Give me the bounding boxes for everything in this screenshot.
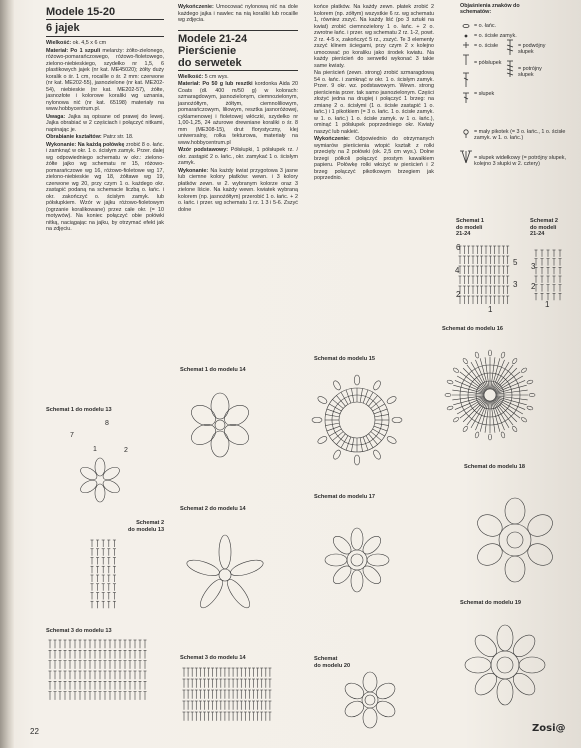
m16-chain	[512, 358, 518, 365]
m15-ring	[332, 395, 382, 445]
num-13-top: 8	[105, 420, 109, 427]
model-title-21-24: Modele 21-24	[178, 32, 248, 45]
model-subtitle-15-20: 6 jajek	[46, 22, 80, 34]
label-schemat-2-b: do modelu 13	[128, 526, 165, 533]
col2-para-label-0: Wykończenie:	[178, 4, 214, 10]
m16-stitch	[494, 399, 517, 422]
m16-stitch	[494, 368, 517, 391]
col2-para-label-1: Materiał: Po 50 g lub resztki	[178, 81, 253, 87]
m14a-petal	[188, 401, 220, 430]
legend-double-crochet: = słupek	[474, 91, 495, 97]
label-schemat-3-model-14: Schemat 3 do modelu 14	[180, 655, 246, 661]
num-s2-2: 2	[531, 282, 536, 291]
m16-chain	[527, 380, 534, 385]
m15-chain	[317, 395, 328, 405]
num-s1-1: 1	[488, 305, 493, 314]
m18-petal	[505, 556, 525, 582]
col2-para-text-0: Umocować nylonową nić na dole każdego jajka i nawlec na nią koraliki lub rocaille wg zdjęcia.	[178, 4, 298, 23]
page-number: 22	[30, 727, 39, 736]
m16-chain	[527, 405, 534, 410]
model-subtitle-21-24-a: Pierścienie	[178, 44, 237, 57]
m16-chain	[462, 358, 468, 365]
col2-para-label-0: Wielkość:	[178, 73, 204, 80]
col1-para-label-2: Uwaga:	[46, 113, 66, 120]
m20-petal	[363, 672, 377, 692]
label-s1-c: 21-24	[456, 231, 471, 237]
num-s1-4: 4	[455, 266, 460, 275]
m14b-petal	[229, 557, 265, 579]
m16-chain	[447, 380, 454, 385]
m14b-petal	[197, 576, 227, 611]
col1-para-text-1: melanży: żółto-zielonego, różowo-pomarańczowego, różowo-fioletowego, zielono-niebieskiego, szydełko nr 1,5, 6 plastikowych jajek (nr kat. ME45020); żółty duży koralik o śr. 1 cm, rocaille o śr. 2 mm: czerwone (nr kat. ME202-55), jasnozielone (nr kat. ME202-54), niebieskie (nr kat. ME202-57), żółte, jasnozłote i kolorowe koraliki wg uznania, nylonowa nić (nr kat. 65198) materiały na www.hobbycentrum.pl.	[46, 47, 165, 112]
label-s2-a: Schemat 2	[530, 218, 558, 224]
col2-para-label-3: Wykonanie:	[178, 167, 209, 174]
model-title-15-20: Modele 15-20	[46, 6, 116, 18]
col1-para-label-1: Materiał: Po 1 szpuli	[46, 47, 101, 54]
m13a-petal	[78, 478, 99, 496]
m16-chain	[488, 350, 491, 356]
m17-petal	[367, 554, 389, 566]
label-s2-c: 21-24	[530, 231, 545, 237]
m15-chain	[332, 380, 342, 391]
m15-chain	[386, 395, 397, 405]
m19-petal	[497, 679, 513, 705]
col2-para-text-2: Półsłupki, 1 półsłupek rz. / okr. zastąpić 2 o. łańc., okr. zamykać 1 o. ścisłym zamyk.	[178, 147, 298, 166]
col3-para-text-1: Na pierścień (zewn. strong) zrobić szmaragdową 54 o. łańc. i zamknąć w okr. 1 o. ścisłym zamyk. Przer. 9 okr. wz. podstawowym. Wewn. strong pierścienia przer. tak samo jasnozielonym. Części złożyć jedna na drugiej i połączyć 1 brzeg: na zmianę 2 o. ścisłymi (1 o. ścisłe zastąpić 1 o. łańc.) i 1 pikotkiem (= 3 o. łańc. 1 o. ścisłe zamyk. w 1. o. łańc.) 1 o. ścisłe zamyk. w 1 o. łańc.), ominąć 1 półsłupek poprzedniego okr. Kwiaty naszyć lub nakleić.	[314, 70, 434, 135]
col1-para-text-0: ok. 4,5 x 6 cm	[71, 40, 107, 46]
m16-chain	[447, 405, 454, 410]
legend-title: Objaśnienia znaków do schematów:	[460, 3, 520, 16]
m15-chain	[392, 417, 402, 423]
label-schemat-1-model-14: Schemat 1 do modelu 14	[180, 367, 246, 373]
col2-para-label-2: Wzór podstawowy:	[178, 147, 229, 153]
m15-stitch	[346, 437, 351, 450]
m18-petal	[474, 539, 507, 569]
label-schemat-model-17: Schemat do modelu 17	[314, 494, 375, 500]
m16-ring	[484, 389, 496, 401]
m15-stitch	[363, 437, 368, 450]
m20-ring	[365, 695, 375, 705]
m15-chain	[386, 435, 397, 445]
m14a-petal	[211, 431, 229, 457]
m17-ring	[351, 554, 363, 566]
m15-ring	[339, 402, 375, 438]
legend-half-double: = półsłupek	[474, 60, 502, 66]
num-13-7: 7	[70, 432, 74, 439]
m16-chain	[475, 432, 480, 439]
m16-chain	[500, 352, 505, 359]
num-13-1: 1	[93, 446, 97, 453]
m15-chain	[332, 449, 342, 460]
m15-stitch	[374, 426, 387, 431]
m18-petal	[524, 510, 557, 540]
m19-ring	[497, 657, 513, 673]
legend-slip-stitch: = o. ścisłe zamyk.	[474, 33, 517, 39]
m15-chain	[317, 435, 328, 445]
m16-stitch	[463, 368, 486, 391]
m15-stitch	[363, 390, 368, 403]
m14a-petal	[211, 393, 229, 419]
m15-chain	[354, 375, 360, 385]
m14b-petal	[224, 576, 254, 611]
m16-chain	[488, 434, 491, 440]
m15-chain	[312, 417, 322, 423]
m20-petal	[363, 708, 377, 728]
model-subtitle-21-24-b: do serwetek	[178, 56, 242, 69]
m15-stitch	[346, 390, 351, 403]
label-schemat-2-model-14: Schemat 2 do modelu 14	[180, 506, 246, 512]
col1-para-text-3: Patrz str. 18.	[101, 134, 134, 140]
m18-petal	[474, 510, 507, 540]
m15-chain	[372, 449, 382, 460]
m19-ring	[491, 651, 519, 679]
m15-chain	[372, 380, 382, 391]
m17-petal	[330, 563, 354, 587]
label-schemat-model-15: Schemat do modelu 15	[314, 356, 375, 362]
m15-chain	[354, 455, 360, 465]
num-s1-6: 6	[456, 243, 461, 252]
m16-chain	[521, 367, 528, 373]
m19-petal	[519, 657, 545, 673]
m18-petal	[524, 539, 557, 569]
label-schemat-20-b: do modelu 20	[314, 662, 351, 669]
m14a-petal	[188, 420, 220, 449]
num-s2-1: 1	[545, 300, 550, 309]
legend-single-crochet: = o. ścisłe	[474, 43, 499, 49]
col3-para-label-2: Wykończenie:	[314, 136, 350, 142]
m18-petal	[505, 498, 525, 524]
m14b-ring	[219, 569, 231, 581]
m18-ring	[499, 524, 531, 556]
m17-petal	[325, 554, 347, 566]
m16-chain	[445, 393, 451, 396]
label-s2-b: do modeli	[530, 224, 557, 231]
col3-para-text-2: Odpowiednio do otrzymanych wymiarów pierścienia wtopić kształt z rolki przecięty na 2 połówki (ok. 2,5 cm wys.). Dolne brzegi półkoli połączyć prostym kawałkiem papieru. Połówkę rolki włożyć w pierścień i 2 brzeg połączyć pikotkowym brzegiem jak poprzednio.	[314, 136, 434, 181]
num-s2-3: 3	[531, 262, 536, 271]
label-s1-a: Schemat 1	[456, 218, 484, 224]
m16-stitch	[463, 399, 486, 422]
legend-picot: = mały pikotek (= 3 o. łańc., 1 o. ścisłe zamyk. w 1. o. łańc.)	[474, 129, 566, 142]
num-s1-3: 3	[513, 280, 518, 289]
m14a-petal	[221, 420, 253, 449]
m17-petal	[330, 533, 354, 557]
m19-petal	[471, 669, 501, 699]
m18-ring	[507, 532, 523, 548]
m13a-petal	[101, 478, 122, 496]
num-13-2: 2	[124, 447, 128, 454]
col2-para-text-1: kordonka Aida 20 Coats (dł. 400 m/50 g) w kolorach: szmaragdowym, jasnozielonym, ciemnozielonym, jasnożółtym, żółtym, ciemnoliliowym, pomarańczowym, liliowym, resztka jasnoróżowej, cyklamenowej i fioletowej włóczki, szydełko nr 1,00-1,25, 24 ażurowe drewniane koraliki o śr. 8 mm (ME308-15), drut florystyczny, klej uniwersalny, rolka tekturowa, materiały na www.hobbycentrum.pl	[178, 81, 299, 146]
m20-ring	[362, 692, 378, 708]
m14b-petal	[219, 535, 231, 569]
label-schemat-model-18: Schemat do modelu 18	[464, 464, 525, 470]
m17-petal	[360, 563, 384, 587]
m15-stitch	[374, 409, 387, 414]
col1-para-text-4: zrobić 8 o. łańc. i zamknąć w okr. 1 o. ścisłym zamyk. Przer. dalej wg odpowiedniego schematu w okr.: zielono-żółte jajko wg schematu nr 15, różowo-pomarańczowe wg 16, różowo-fioletowe wg 17, zielono-niebieskie wg 18, żółtawe wg 19, czerwone wg 20, przy czym 1 o. każdego okr. zastąpić podaną na schemacie liczbą o. łańc. i okr. zakończyć o. ścisłym zamyk. lub półsłupkiem. Wzór w jajku różowo-fioletowym (ogrzanie koralikowane) przez całe okr. (= 10 motywów). Na koniec połączyć obie połówki nitką, naciągając na jajku, by otrzymać efekt jak na zdjęciu.	[46, 141, 164, 232]
col1-para-label-0: Wielkość:	[46, 40, 72, 46]
m13a-petal	[101, 465, 122, 483]
m13a-petal	[78, 465, 99, 483]
col3-para-text-0: końce płatków. Na każdy zewn. płatek zrobić 2 kolorem (np. zółtym) wszystkie 6 rz. wg schematu 1, równiez zszyć. Na każdy liść (po 3 sztuki na kwiat) zrobić ciemnozielony 1 o. łańc. + 2 o. zwrotne łańc. i przer. wg schematu 2 rz. 1-2, powt. 2 rz. 4-5 x, zakończyć 5 rz., zszyć. Te 3 elementy zszyć klinem ściegami, przy czym 2 x kolejno umocować po koraliku jako środek kwiatu. Na każdy pierścień do serwetki wykonać 3 takie same kwiaty.	[314, 4, 434, 69]
label-schemat-3-model-13: Schemat 3 do modelu 13	[46, 628, 112, 634]
m17-petal	[351, 528, 363, 550]
m14a-petal	[221, 401, 253, 430]
legend-triple-treble: = potrójny słupek	[518, 66, 542, 79]
col2-para-text-3: Na każdy kwiat przygotowa 3 jasne lub ciemne kolory płatków: wewn. i 3 kolory płatków zewn. w 2. wybranym kolorze oraz 3 zielone liście. Na każdy wewn. kwiatek wybraną kolorem (np. jasnożółtym) przerobić 1 o. łańc. + 2 o. łańc. i przer. wg schematu 1 rz. 1 3 i 5-6. Zszyć dolne	[178, 167, 298, 213]
m14a-ring	[215, 420, 225, 430]
m16-chain	[453, 417, 460, 423]
m16-chain	[521, 417, 528, 423]
m15-stitch	[327, 426, 340, 431]
m13a-petal	[95, 458, 105, 476]
label-schemat-20-a: Schemat	[314, 656, 338, 662]
col1-para-label-4: Wykonanie: Na każdą połówkę	[46, 141, 125, 148]
label-schemat-2-a: Schemat 2	[136, 520, 165, 526]
m16-chain	[475, 352, 480, 359]
m16-chain	[453, 367, 460, 373]
m19-petal	[509, 669, 539, 699]
legend-double-treble: = podwójny słupek	[518, 43, 546, 56]
label-schemat-model-16: Schemat do modelu 16	[442, 326, 503, 332]
m16-chain	[512, 426, 518, 433]
legend-fork-stitch: = słupek widełkowy (= potrójny słupek, kolejno 3 słupki w 2. cztery)	[474, 155, 566, 168]
m15-stitch	[327, 409, 340, 414]
col2-para-text-0: 5 cm wys.	[203, 73, 229, 80]
m19-petal	[471, 631, 501, 661]
m19-petal	[465, 657, 491, 673]
m19-petal	[497, 625, 513, 651]
m19-petal	[509, 631, 539, 661]
label-schemat-1-model-13: Schemat 1 do modelu 13	[46, 407, 112, 413]
col1-para-label-3: Obrabianie kształtów:	[46, 134, 102, 140]
col1-para-text-2: Jajka są opisane od prawej do lewej. Jajka obrabiać w 2 częściach i połączyć nitkami, napinając je.	[46, 113, 164, 133]
num-s1-5: 5	[513, 258, 518, 267]
uploader-signature: Zosi@	[532, 723, 566, 734]
m14b-petal	[185, 557, 221, 579]
num-s1-2: 2	[456, 290, 461, 299]
m16-chain	[500, 432, 505, 439]
m17-petal	[351, 570, 363, 592]
m16-chain	[529, 393, 535, 396]
m17-petal	[360, 533, 384, 557]
m13a-petal	[95, 484, 105, 502]
legend-chain: = o. łańc.	[474, 23, 497, 29]
m16-chain	[462, 426, 468, 433]
label-schemat-model-19: Schemat do modelu 19	[460, 600, 521, 606]
m17-ring	[347, 550, 367, 570]
label-s1-b: do modeli	[456, 224, 483, 231]
